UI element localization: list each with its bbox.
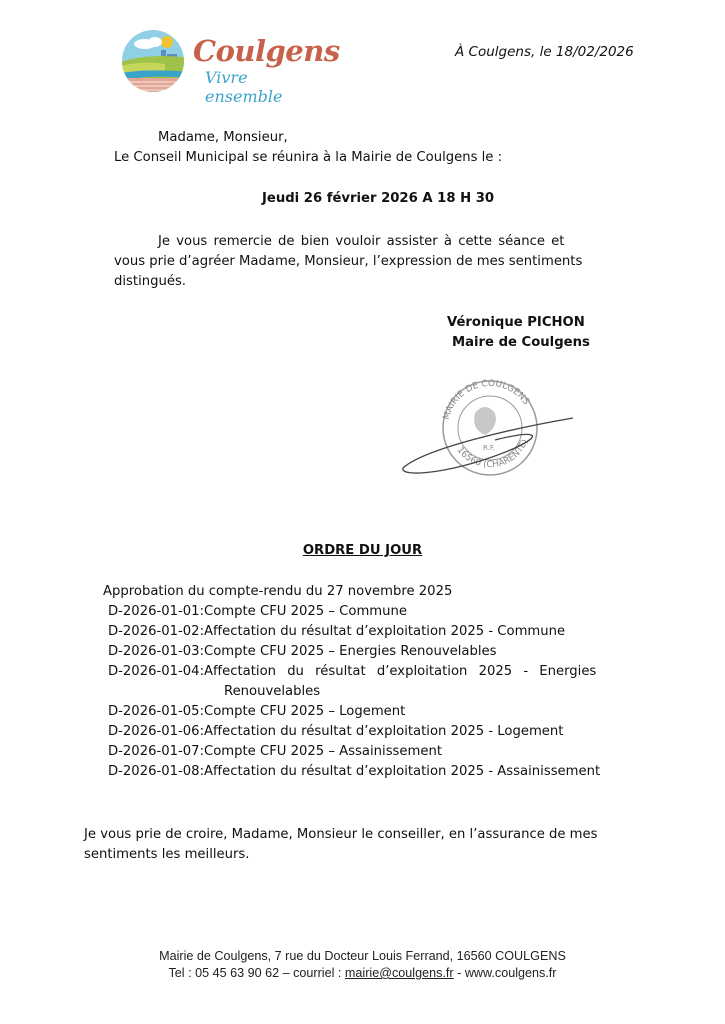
footer-phone: Tel : 05 45 63 90 62 – courriel :: [168, 966, 345, 980]
agenda-item-label: Affectation du résultat d’exploitation 2025 - Energies: [204, 664, 597, 679]
body-line-2: vous prie d’agréer Madame, Monsieur, l’expression de mes sentiments: [114, 254, 583, 269]
agenda-item: D-2026-01-05:Compte CFU 2025 – Logement: [108, 702, 405, 722]
coulgens-logo: [115, 28, 340, 106]
footer-address: Mairie de Coulgens, 7 rue du Docteur Louis Ferrand, 16560 COULGENS: [159, 949, 566, 963]
website-link[interactable]: www.coulgens.fr: [464, 966, 557, 980]
agenda-item-label: Affectation du résultat d’exploitation 2025 - Assainissement: [204, 764, 601, 779]
agenda-item-code: D-2026-01-06: [108, 724, 200, 739]
closing-line-1: Je vous prie de croire, Madame, Monsieur le conseiller, en l’assurance de mes: [84, 827, 598, 842]
meeting-datetime: Jeudi 26 février 2026 A 18 H 30: [262, 191, 495, 206]
agenda-item: D-2026-01-04:Affectation du résultat d’exploitation 2025 - Energies: [108, 662, 638, 682]
letter-date: À Coulgens, le 18/02/2026: [455, 44, 634, 60]
agenda-item: D-2026-01-08:Affectation du résultat d’exploitation 2025 - Assainissement: [108, 762, 600, 782]
closing-line-2: sentiments les meilleurs.: [84, 847, 250, 862]
agenda-item-label: Compte CFU 2025 – Logement: [204, 704, 406, 719]
footer: [0, 948, 725, 982]
agenda-title: ORDRE DU JOUR: [302, 543, 423, 558]
agenda-item-code: D-2026-01-01: [108, 604, 200, 619]
agenda-item-code: D-2026-01-08: [108, 764, 200, 779]
agenda-item-code: D-2026-01-05: [108, 704, 200, 719]
agenda-item-code: D-2026-01-03: [108, 644, 200, 659]
agenda-item-label: Compte CFU 2025 – Assainissement: [204, 744, 443, 759]
signatory-title: Maire de Coulgens: [452, 335, 590, 350]
agenda-item-label: Affectation du résultat d’exploitation 2025 - Commune: [204, 624, 566, 639]
agenda-item: D-2026-01-07:Compte CFU 2025 – Assainissement: [108, 742, 442, 762]
svg-text:16560 (CHARENTE): 16560 (CHARENTE): [454, 437, 531, 471]
agenda-item-code: D-2026-01-02: [108, 624, 200, 639]
body-line-3: distingués.: [114, 274, 187, 289]
agenda-item-code: D-2026-01-04: [108, 664, 200, 679]
agenda-item: D-2026-01-02:Affectation du résultat d’exploitation 2025 - Commune: [108, 622, 565, 642]
agenda-item-label: Compte CFU 2025 – Commune: [204, 604, 407, 619]
agenda-intro-item: Approbation du compte-rendu du 27 novembre 2025: [103, 584, 453, 599]
footer-contact: Tel : 05 45 63 90 62 – courriel : mairie@coulgens.fr - www.coulgens.fr: [168, 966, 557, 980]
salutation: Madame, Monsieur,: [158, 130, 288, 145]
logo-tagline: Vivre ensemble: [205, 68, 283, 106]
village-landscape-icon: [115, 28, 191, 94]
agenda-item-code: D-2026-01-07: [108, 744, 200, 759]
agenda-item: D-2026-01-03:Compte CFU 2025 – Energies Renouvelables: [108, 642, 497, 662]
agenda-item-continuation: Renouvelables: [224, 684, 321, 699]
email-link[interactable]: mairie@coulgens.fr: [344, 966, 454, 980]
body-line-1: Je vous remercie de bien vouloir assister à cette séance et: [158, 234, 565, 249]
signatory-name: Véronique PICHON: [447, 315, 585, 330]
agenda-item: D-2026-01-06:Affectation du résultat d’exploitation 2025 - Logement: [108, 722, 563, 742]
svg-text:R.F.: R.F.: [483, 444, 495, 452]
agenda-item-label: Compte CFU 2025 – Energies Renouvelables: [204, 644, 497, 659]
agenda-item: D-2026-01-01:Compte CFU 2025 – Commune: [108, 602, 407, 622]
intro-text: Le Conseil Municipal se réunira à la Mairie de Coulgens le :: [114, 150, 503, 165]
official-stamp-icon: [395, 378, 585, 483]
logo-brand-text: Coulgens: [193, 34, 340, 68]
agenda-item-label: Affectation du résultat d’exploitation 2025 - Logement: [204, 724, 564, 739]
svg-text:MAIRIE DE COULGENS: MAIRIE DE COULGENS: [441, 378, 531, 421]
